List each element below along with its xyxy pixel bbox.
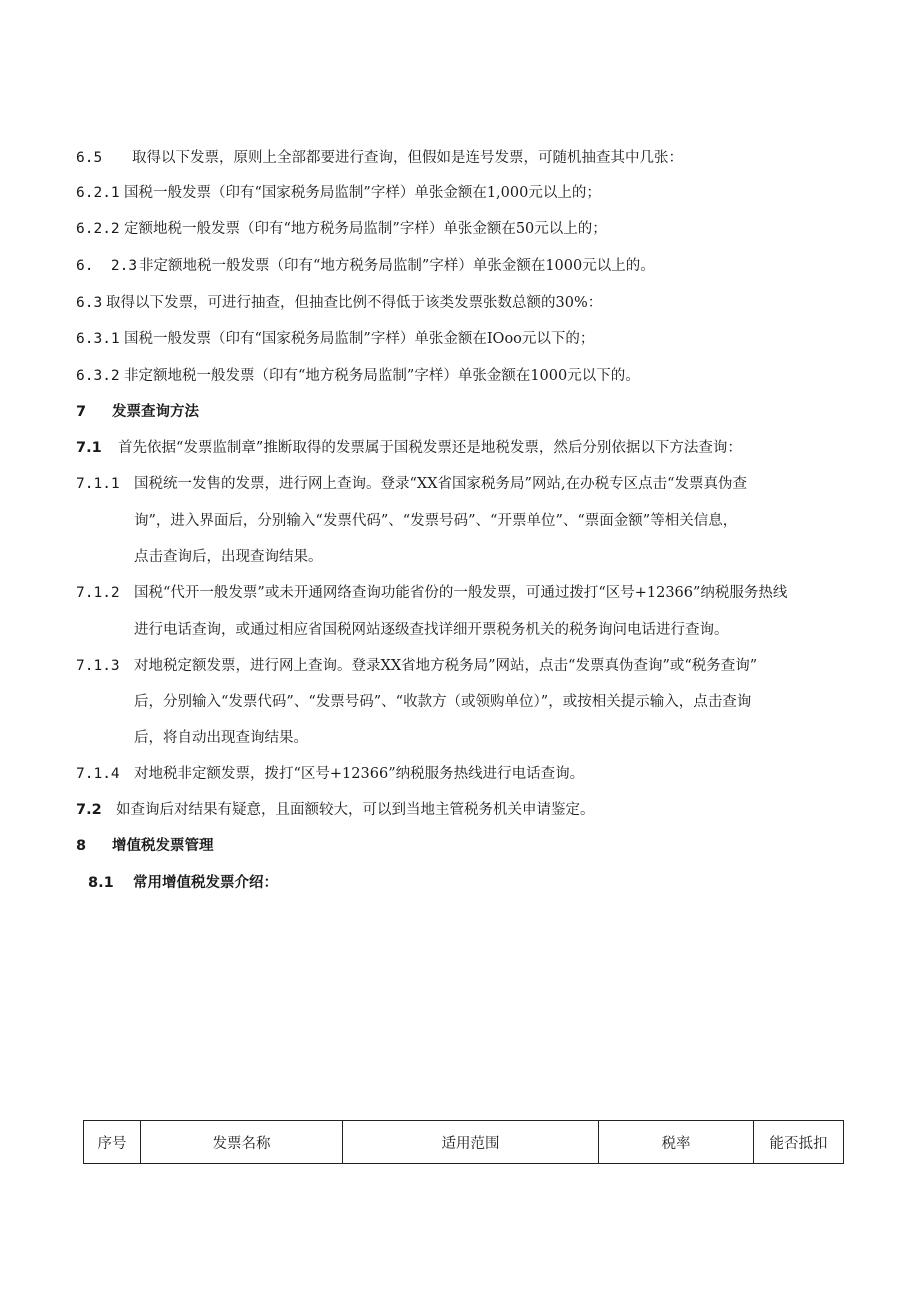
para-number: 6. 2.3 bbox=[76, 258, 138, 274]
para-6-3-2 bbox=[76, 366, 640, 386]
header-cell-deductible: 能否抵扣 bbox=[754, 1121, 844, 1164]
para-7-1-2 bbox=[76, 583, 787, 603]
section-number: 8 bbox=[76, 838, 87, 854]
para-7-2 bbox=[76, 800, 595, 820]
para-7-1-3-line2: 后，分别输入“发票代码”、“发票号码”、“收款方（或领购单位）”，或按相关提示输入，点击查询 bbox=[134, 694, 752, 710]
para-text: 如查询后对结果有疑意，且面额较大，可以到当地主管税务机关申请鉴定。 bbox=[116, 802, 595, 818]
para-text-line1: 国税统一发售的发票，进行网上查询。登录“XX省国家税务局”网站,在办税专区点击“发票真伪查 bbox=[134, 476, 747, 492]
section-number: 7 bbox=[76, 404, 87, 420]
para-number: 6.2.1 bbox=[76, 185, 120, 201]
para-7-1-3-line3: 后，将自动出现查询结果。 bbox=[134, 730, 308, 746]
para-text: 定额地税一般发票（印有“地方税务局监制”字样）单张金额在50元以上的； bbox=[124, 221, 607, 237]
para-text-line1: 对地税定额发票，进行网上查询。登录XX省地方税务局”网站，点击“发票真伪查询”或“税务查询” bbox=[134, 658, 758, 674]
para-text: 国税一般发票（印有“国家税务局监制”字样）单张金额在1,000元以上的； bbox=[124, 185, 601, 201]
para-6-2-3 bbox=[76, 256, 655, 276]
para-text-line1: 国税“代开一般发票”或未开通网络查询功能省份的一般发票，可通过拨打“区号+12366”纳税服务热线 bbox=[134, 585, 788, 601]
para-7-1-1-line2: 询”，进入界面后，分别输入“发票代码”、“发票号码”、“开票单位”、“票面金额”等相关信息， bbox=[134, 513, 738, 529]
para-text: 对地税非定额发票，拨打“区号+12366”纳税服务热线进行电话查询。 bbox=[134, 766, 585, 782]
table-header-row bbox=[84, 1121, 844, 1164]
section-number: 8.1 bbox=[88, 875, 114, 891]
para-number: 6.3.1 bbox=[76, 331, 120, 347]
para-number: 7.1.3 bbox=[76, 658, 120, 674]
para-number: 6.5 bbox=[76, 150, 103, 166]
section-title: 增值税发票管理 bbox=[112, 838, 214, 854]
section-8-1-heading bbox=[88, 873, 278, 893]
para-6-2-1 bbox=[76, 183, 601, 203]
header-cell-tax-rate: 税率 bbox=[599, 1121, 754, 1164]
para-number: 7.1 bbox=[76, 440, 102, 456]
para-number: 7.1.1 bbox=[76, 476, 120, 492]
para-7-1-4 bbox=[76, 764, 584, 784]
para-text: 非定额地税一般发票（印有“地方税务局监制”字样）单张金额在1000元以上的。 bbox=[139, 258, 655, 274]
section-7-heading bbox=[76, 402, 199, 422]
para-number: 7.1.2 bbox=[76, 585, 120, 601]
para-7-1-3 bbox=[76, 656, 757, 676]
para-text: 取得以下发票，原则上全部都要进行查询，但假如是连号发票，可随机抽查其中几张： bbox=[132, 150, 683, 166]
para-7-1-1-line3: 点击查询后，出现查询结果。 bbox=[134, 549, 323, 565]
para-number: 7.1.4 bbox=[76, 766, 120, 782]
para-6-3-1 bbox=[76, 329, 594, 349]
para-6-5 bbox=[76, 148, 683, 168]
header-cell-invoice-name: 发票名称 bbox=[141, 1121, 343, 1164]
header-cell-scope: 适用范围 bbox=[343, 1121, 599, 1164]
para-text: 国税一般发票（印有“国家税务局监制”字样）单张金额在IOoo元以下的； bbox=[124, 331, 595, 347]
para-text: 非定额地税一般发票（印有“地方税务局监制”字样）单张金额在1000元以下的。 bbox=[124, 368, 640, 384]
invoice-table bbox=[83, 1120, 844, 1164]
section-title: 发票查询方法 bbox=[112, 404, 199, 420]
para-number: 6.3.2 bbox=[76, 368, 120, 384]
para-7-1-2-line2: 进行电话查询，或通过相应省国税网站逐级查找详细开票税务机关的税务询问电话进行查询。 bbox=[134, 622, 729, 638]
para-number: 7.2 bbox=[76, 802, 102, 818]
para-number: 6.2.2 bbox=[76, 221, 120, 237]
para-7-1-1 bbox=[76, 474, 747, 494]
section-8-heading bbox=[76, 836, 214, 856]
para-text: 取得以下发票，可进行抽查，但抽查比例不得低于该类发票张数总额的30%： bbox=[106, 295, 603, 311]
para-text: 首先依据“发票监制章”推断取得的发票属于国税发票还是地税发票，然后分别依据以下方法查询： bbox=[118, 440, 742, 456]
header-cell-index: 序号 bbox=[84, 1121, 141, 1164]
para-7-1 bbox=[76, 438, 742, 458]
section-title: 常用增值税发票介绍： bbox=[133, 875, 278, 891]
para-6-3 bbox=[76, 293, 602, 313]
para-number: 6.3 bbox=[76, 295, 103, 311]
para-6-2-2 bbox=[76, 219, 607, 239]
